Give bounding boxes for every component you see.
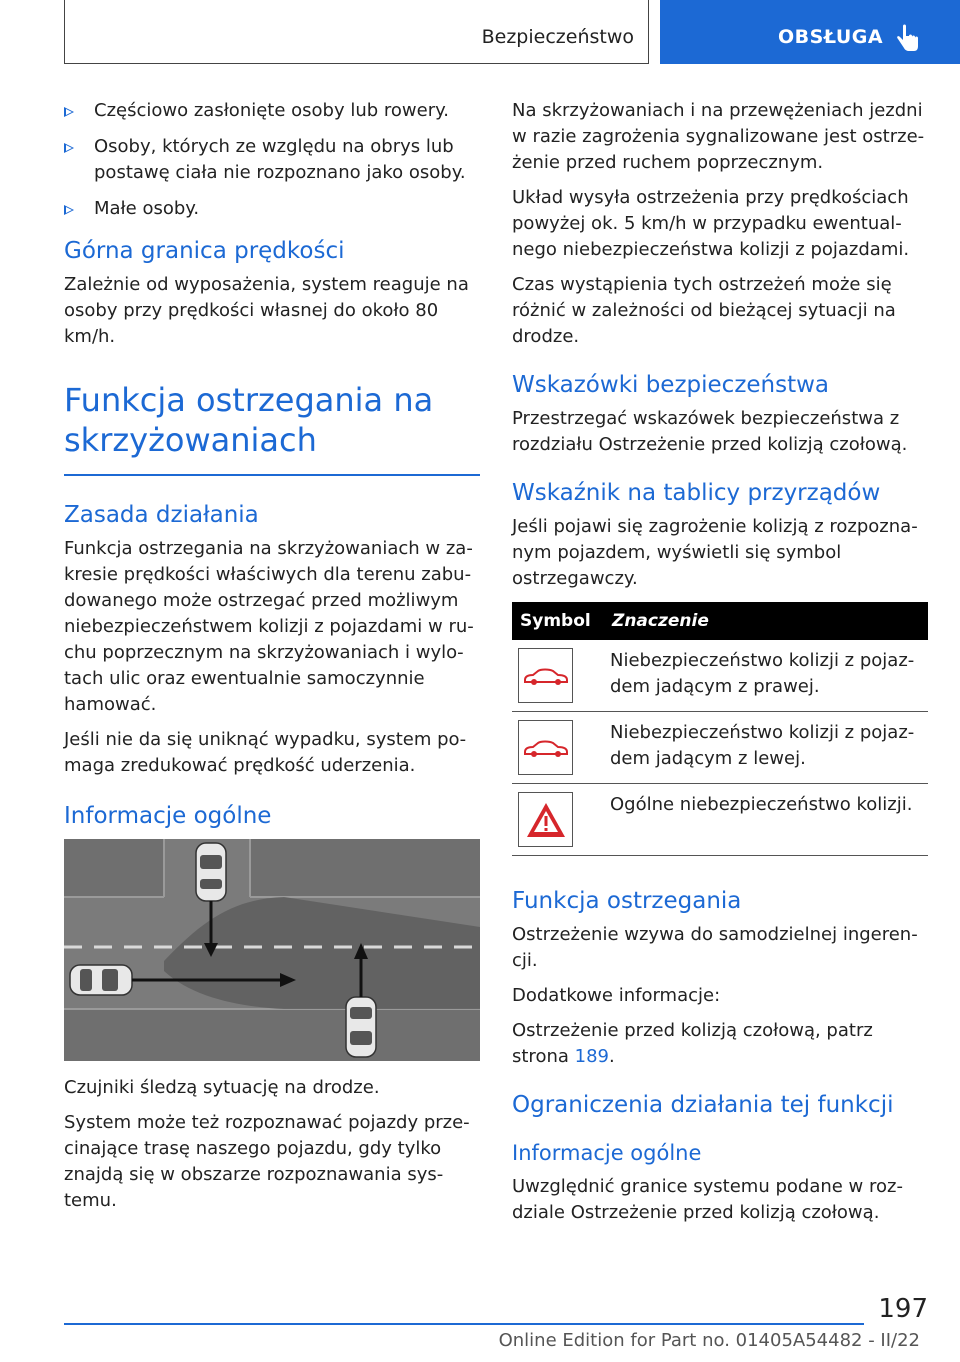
table-cell-meaning: Niebezpieczeństwo kolizji z pojazdem jadącym z prawej. — [604, 640, 928, 712]
table-header-symbol: Symbol — [512, 602, 604, 640]
indicator-heading: Wskaźnik na tablicy przyrządów — [512, 480, 881, 506]
footer-edition: Online Edition for Part no. 01405A54482 - II/22 — [498, 1330, 920, 1351]
principle-text-2: Jeśli nie da się uniknąć wypadku, system pomaga zredukować prędkość uderzenia. — [64, 729, 467, 776]
principle-heading: Zasada działania — [64, 502, 259, 528]
limits-heading: Ograniczenia działania tej funkcji — [512, 1092, 894, 1118]
list-item: Osoby, których ze względu na obrys lub postawę ciała nie rozpoznano jako osoby. — [64, 134, 480, 186]
warning-function-heading: Funkcja ostrzegania — [512, 888, 742, 914]
reference-text: Ostrzeżenie przed kolizją czołową, patrz strona 189. — [512, 1020, 873, 1067]
safety-text: Przestrzegać wskazówek bezpieczeństwa z rozdziału Ostrzeżenie przed kolizją czołową. — [512, 408, 908, 455]
intro-text-3: Czas wystąpienia tych ostrzeżeń może się różnić w zależności od bieżącej sytuacji na drodze. — [512, 274, 896, 347]
page-number: 197 — [878, 1294, 928, 1324]
car-left — [70, 965, 132, 995]
header-section-box — [64, 0, 649, 64]
list-item: Częściowo zasłonięte osoby lub rowery. — [64, 98, 480, 124]
table-row — [512, 640, 928, 712]
general-info-text-2: System może też rozpoznawać pojazdy przecinające trasę naszego pojazdu, gdy tylko znajdą się w obszarze rozpoznawania systemu. — [64, 1112, 470, 1211]
triangle-bullet-icon — [64, 107, 74, 117]
general-info-heading: Informacje ogólne — [64, 803, 272, 829]
footer-rule — [64, 1323, 864, 1325]
car-warning-left-icon — [518, 720, 573, 775]
principle-text: Funkcja ostrzegania na skrzyżowaniach w zakresie prędkości właściwych dla terenu zabudowanego może ostrzegać przed możliwym niebezpieczeństwem kolizji z pojazdami w ruchu poprzecznym na skrzyżowaniach i wylotach ulic oraz ewentualnie samoczynnie hamować. — [64, 538, 474, 715]
left-column — [64, 98, 480, 1223]
triangle-bullet-icon — [64, 205, 74, 215]
bullet-list — [64, 98, 480, 222]
speed-limit-heading: Górna granica prędkości — [64, 238, 345, 264]
list-item: Małe osoby. — [64, 196, 480, 222]
table-header-row — [512, 602, 928, 640]
safety-heading: Wskazówki bezpieczeństwa — [512, 372, 830, 398]
header-chapter-tab[interactable] — [660, 0, 960, 64]
header-section-title: Bezpieczeństwo — [481, 26, 634, 48]
car-warning-right-icon — [518, 648, 573, 703]
warning-function-text: Ostrzeżenie wzywa do samodzielnej ingerencji. — [512, 924, 918, 971]
warning-triangle-icon — [518, 792, 573, 847]
intro-text-2: Układ wysyła ostrzeżenia przy prędkościach powyżej ok. 5 km/h w przypadku ewentualnego niebezpieczeństwa kolizji z pojazdami. — [512, 187, 910, 260]
triangle-bullet-icon — [64, 143, 74, 153]
car-bottom — [346, 997, 376, 1057]
section-title-rule — [64, 474, 480, 476]
right-column — [512, 98, 928, 1235]
header-chapter-label: OBSŁUGA — [778, 26, 884, 48]
hand-pointer-icon — [894, 24, 920, 54]
speed-limit-text: Zależnie od wyposażenia, system reaguje na osoby przy prędkości własnej do około 80 km/h. — [64, 274, 469, 347]
table-header-meaning: Znaczenie — [604, 602, 928, 640]
table-row — [512, 784, 928, 856]
limits-subheading: Informacje ogólne — [512, 1141, 702, 1165]
indicator-text: Jeśli pojawi się zagrożenie kolizją z rozpoznanym pojazdem, wyświetli się symbol ostrzegawczy. — [512, 516, 918, 589]
table-row — [512, 712, 928, 784]
symbol-table — [512, 602, 928, 856]
intro-text-1: Na skrzyżowaniach i na przewężeniach jezdni w razie zagrożenia sygnalizowane jest ostrzeżenie przed ruchem poprzecznym. — [512, 100, 925, 173]
additional-info-label: Dodatkowe informacje: — [512, 985, 721, 1006]
section-title: Funkcja ostrzegania na skrzyżowaniach — [64, 381, 434, 459]
table-cell-meaning: Niebezpieczeństwo kolizji z pojazdem jadącym z lewej. — [604, 712, 928, 784]
page-link[interactable]: 189 — [574, 1046, 609, 1067]
limits-text: Uwzględnić granice systemu podane w rozdziale Ostrzeżenie przed kolizją czołową. — [512, 1176, 903, 1223]
car-top — [196, 843, 226, 901]
table-cell-meaning: Ogólne niebezpieczeństwo kolizji. — [604, 784, 928, 856]
intersection-diagram — [64, 839, 480, 1061]
general-info-text: Czujniki śledzą sytuację na drodze. — [64, 1077, 380, 1098]
